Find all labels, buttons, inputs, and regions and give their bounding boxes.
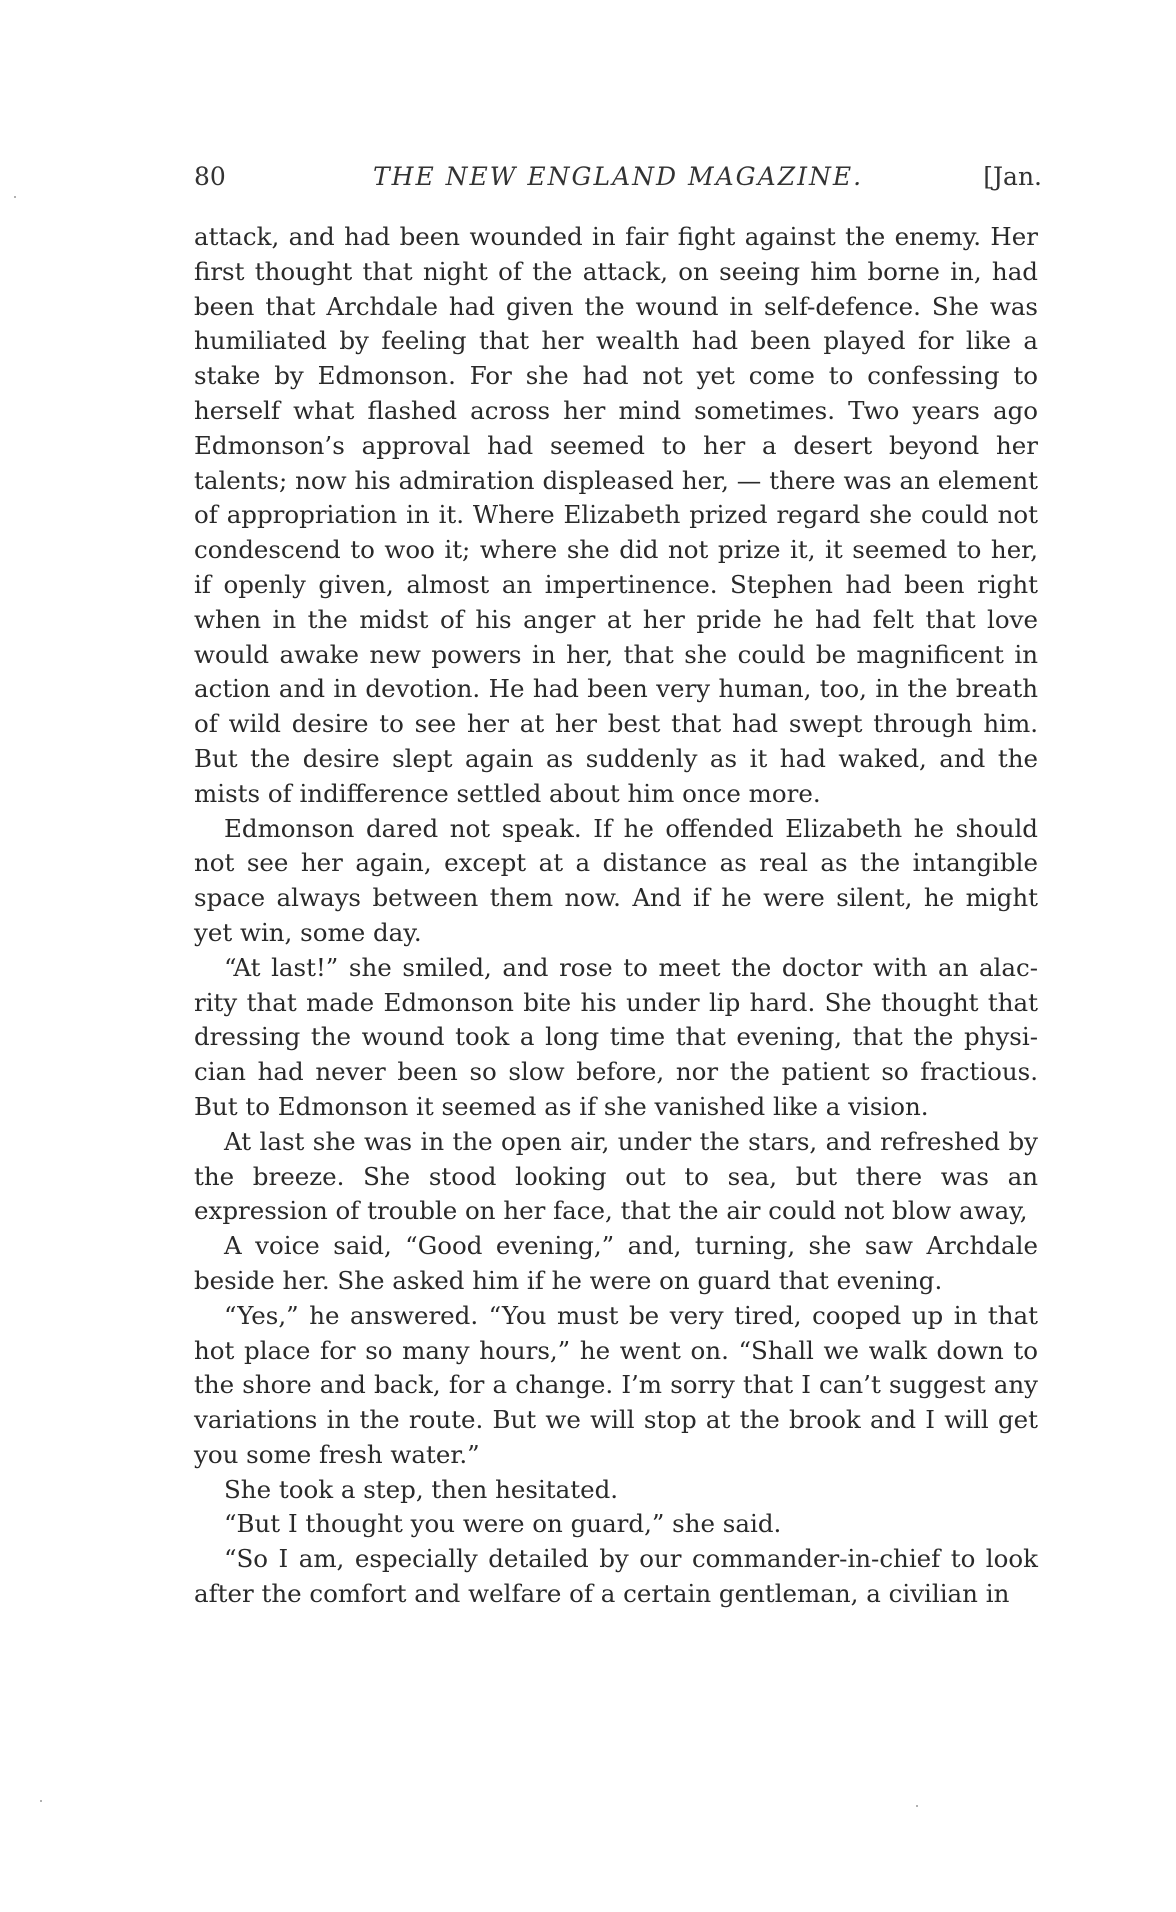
paragraph: attack, and had been wounded in fair fight against the enemy. Her first thought that night of the attack, on seeing him borne in, had been that Archdale had given the wound in self-defence. She was humiliated by feeling that her wealth had been played for like a stake by Edmonson. For she had not yet come to confessing to herself what flashed across her mind sometimes. Two years ago Edmonson’s approval had seemed to her a desert beyond her talents; now his admiration displeased her, — there was an element of appropriation in it. Where Elizabeth prized regard she could not condescend to woo it; where she did not prize it, it seemed to her, if openly given, almost an impertinence. Stephen had been right when in the midst of his anger at her pride he had felt that love would awake new powers in her, that she could be magnificent in action and in devotion. He had been very human, too, in the breath of wild desire to see her at her best that had swept through him. But the desire slept again as suddenly as it had waked, and the mists of indifference settled about him once more. bbox=[194, 222, 1038, 808]
paragraph: A voice said, “Good evening,” and, turning, she saw Archdale beside her. She asked him if he were on guard that evening. bbox=[194, 1231, 1038, 1295]
page-number: 80 bbox=[194, 162, 226, 191]
running-title: THE NEW ENGLAND MAGAZINE. bbox=[372, 162, 864, 191]
issue-month: [Jan. bbox=[983, 162, 1042, 191]
paragraph: “Yes,” he answered. “You must be very tired, cooped up in that hot place for so many hours,” he went on. “Shall we walk down to the shore and back, for a change. I’m sorry that I can’t suggest any variations in the route. But we will stop at the brook and I will get you some fresh water.” bbox=[194, 1300, 1038, 1469]
paragraph: She took a step, then hesitated. bbox=[224, 1474, 619, 1504]
paragraph: At last she was in the open air, under the stars, and refreshed by the breeze. She stood looking out to sea, but there was an expression of trouble on her face, that the air could not blow away, bbox=[194, 1126, 1038, 1226]
paragraph: “So I am, especially detailed by our commander-in-chief to look after the comfort and welfare of a certain gentleman, a civilian in bbox=[194, 1544, 1038, 1609]
paragraph: “At last!” she smiled, and rose to meet the doctor with an alacrity that made Edmonson bite his under lip hard. She thought that dressing the wound took a long time that evening, that the physician had never been so slow before, nor the patient so fractious. But to Edmonson it seemed as if she vanished like a vision. bbox=[194, 952, 1038, 1121]
paper-speck bbox=[14, 196, 16, 198]
paper-speck bbox=[40, 1800, 42, 1802]
paragraph: Edmonson dared not speak. If he offended Elizabeth he should not see her again, except at a distance as real as the intangible space always between them now. And if he were silent, he might yet win, some day. bbox=[194, 813, 1038, 947]
article-body bbox=[194, 220, 1038, 1612]
paragraph: “But I thought you were on guard,” she said. bbox=[224, 1509, 782, 1539]
paper-speck bbox=[916, 1805, 918, 1807]
page-header bbox=[194, 162, 1042, 202]
